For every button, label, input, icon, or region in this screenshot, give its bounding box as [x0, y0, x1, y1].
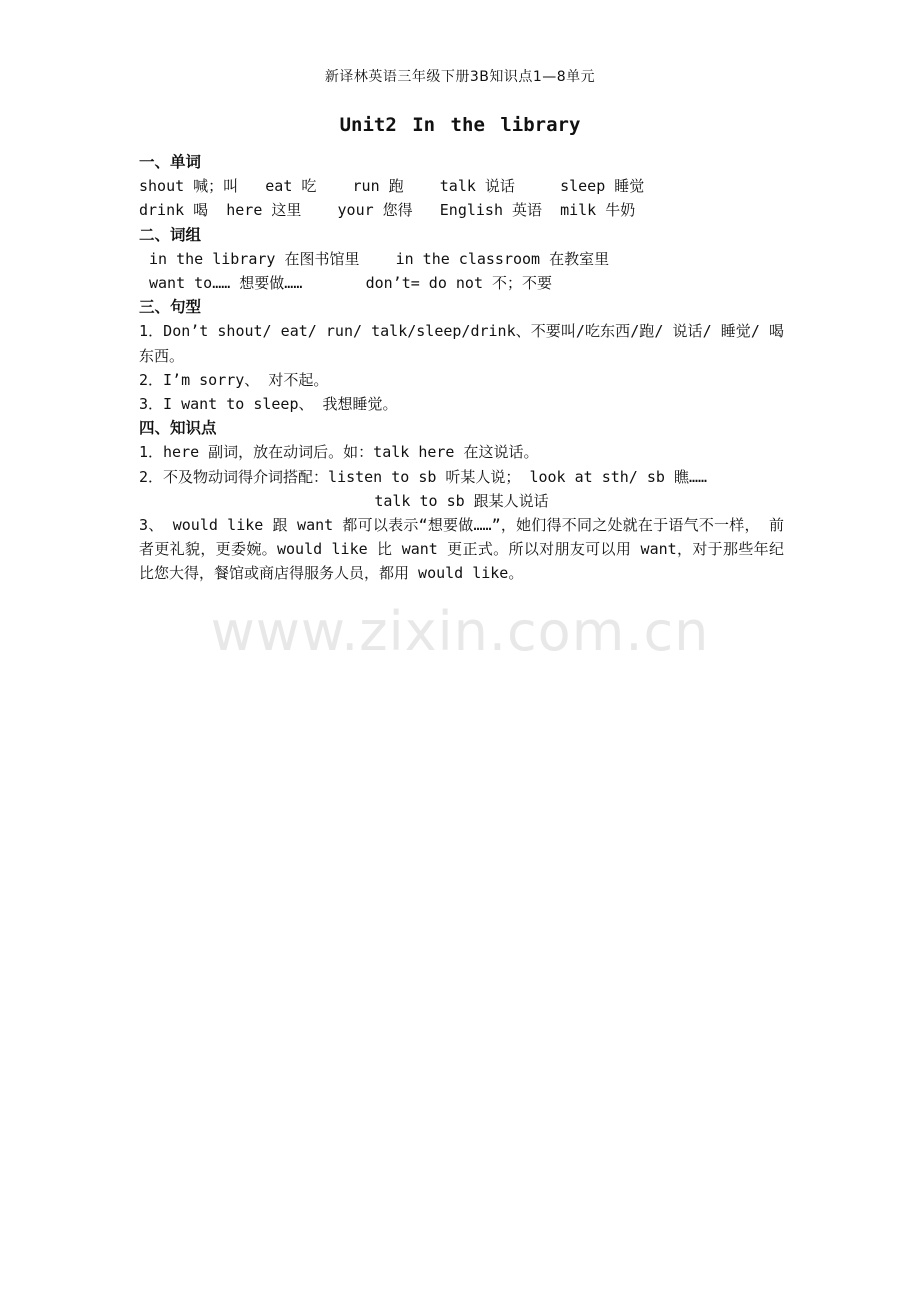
point-item-2: 2．不及物动词得介词搭配：listen to sb 听某人说； look at sth/ sb 瞧……	[139, 467, 708, 486]
phrases-line-2: want to…… 想要做…… don’t= do not 不；不要	[149, 274, 553, 293]
section-heading-phrases: 二、词组	[139, 224, 202, 244]
point-item-3: 3、 would like 跟 want 都可以表示“想要做……”，她们得不同之处就在于语气不一样， 前者更礼貌，更委婉。would like 比 want 更正式。所以对朋友可以用 want，对于那些年纪比您大得，餐馆或商店得服务人员，都用 would like。	[139, 516, 784, 583]
section-heading-points: 四、知识点	[139, 418, 217, 438]
point-item-2-continued: talk to sb 跟某人说话	[374, 491, 549, 510]
words-line-1: shout 喊；叫 eat 吃 run 跑 talk 说话 sleep 睡觉	[139, 177, 645, 196]
page-title: Unit2 In the library	[339, 114, 581, 136]
page-header: 新译林英语三年级下册3B知识点1—8单元	[324, 69, 596, 85]
document-body	[139, 150, 784, 586]
sentence-item-2: 2．I’m sorry、 对不起。	[139, 370, 329, 389]
sentence-item-3: 3．I want to sleep、 我想睡觉。	[139, 395, 398, 414]
section-heading-words: 一、单词	[139, 152, 202, 171]
phrases-line-1: in the library 在图书馆里 in the classroom 在教室里	[149, 249, 610, 268]
section-heading-sentences: 三、句型	[139, 297, 202, 317]
watermark-text: www.zixin.com.cn	[210, 600, 710, 663]
point-item-1: 1．here 副词，放在动词后。如：talk here 在这说话。	[139, 443, 539, 462]
sentence-item-1: 1．Don’t shout/ eat/ run/ talk/sleep/drink、不要叫/吃东西/跑/ 说话/ 睡觉/ 喝东西。	[139, 322, 784, 365]
words-line-2: drink 喝 here 这里 your 您得 English 英语 milk 牛奶	[139, 201, 636, 220]
